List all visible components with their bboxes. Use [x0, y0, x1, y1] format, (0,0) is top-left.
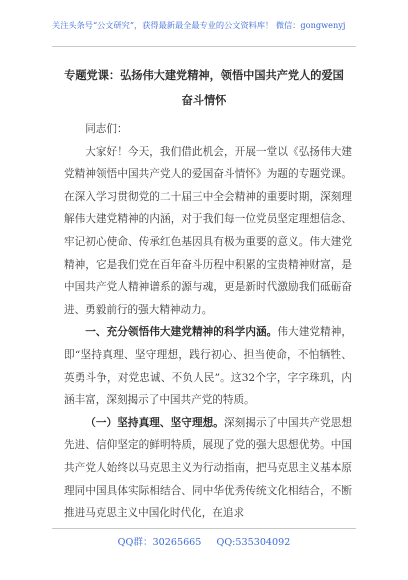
subsection-1-paragraph [64, 412, 352, 525]
page-header: 关注头条号“公文研究”，获得最新最全最专业的公文资料库！ 微信：gongwenyj [52, 20, 346, 30]
subsection-1-text: 深刻揭示了中国共产党思想先进、信仰坚定的鲜明特质，展现了党的强大思想优势。中国共产党人始终以马克思主义为行动指南，把马克思主义基本原理同中国具体实际相结合、同中华优秀传统文化相结合，不断推进马克思主义中国化时代化，在追求 [64, 416, 353, 520]
footer-qq-group: QQ群：30265665 [117, 537, 202, 548]
footer-divider [52, 528, 356, 529]
section-1-paragraph [64, 321, 352, 411]
section-1-heading: 一、充分领悟伟大建党精神的科学内涵。 [85, 326, 278, 339]
document-body [64, 118, 352, 525]
salutation: 同志们： [85, 123, 128, 135]
page-footer [0, 534, 408, 548]
intro-paragraph: 大家好！今天，我们借此机会，开展一堂以《弘扬伟大建党精神领悟中国共产党人的爱国奋斗情怀》为题的专题党课。在深入学习贯彻党的二十届三中全会精神的重要时期，深刻理解伟大建党精神的内涵，对于我们每一位党员坚定理想信念、牢记初心使命、传承红色基因具有极为重要的意义。伟大建党精神，它是我们党在百年奋斗历程中积累的宝贵精神财富，是中国共产党人精神谱系的源与魂，更是新时代激励我们砥砺奋进、勇毅前行的强大精神动力。 [64, 145, 352, 316]
section-1-text: 伟大建党精神，即“坚持真理、坚守理想，践行初心、担当使命，不怕牺牲、英勇斗争，对党忠诚、不负人民”。这32个字，字字珠玑，内涵丰富，深刻揭示了中国共产党的特质。 [64, 326, 353, 407]
title-line-2: 奋斗情怀 [181, 93, 227, 107]
header-divider [52, 46, 356, 47]
document-title [54, 63, 354, 113]
footer-qq: QQ:535304092 [216, 537, 291, 548]
subsection-1-heading: （一）坚持真理、坚守理想。 [85, 416, 224, 429]
title-line-1: 专题党课：弘扬伟大建党精神，领悟中国共产党人的爱国 [64, 68, 344, 82]
